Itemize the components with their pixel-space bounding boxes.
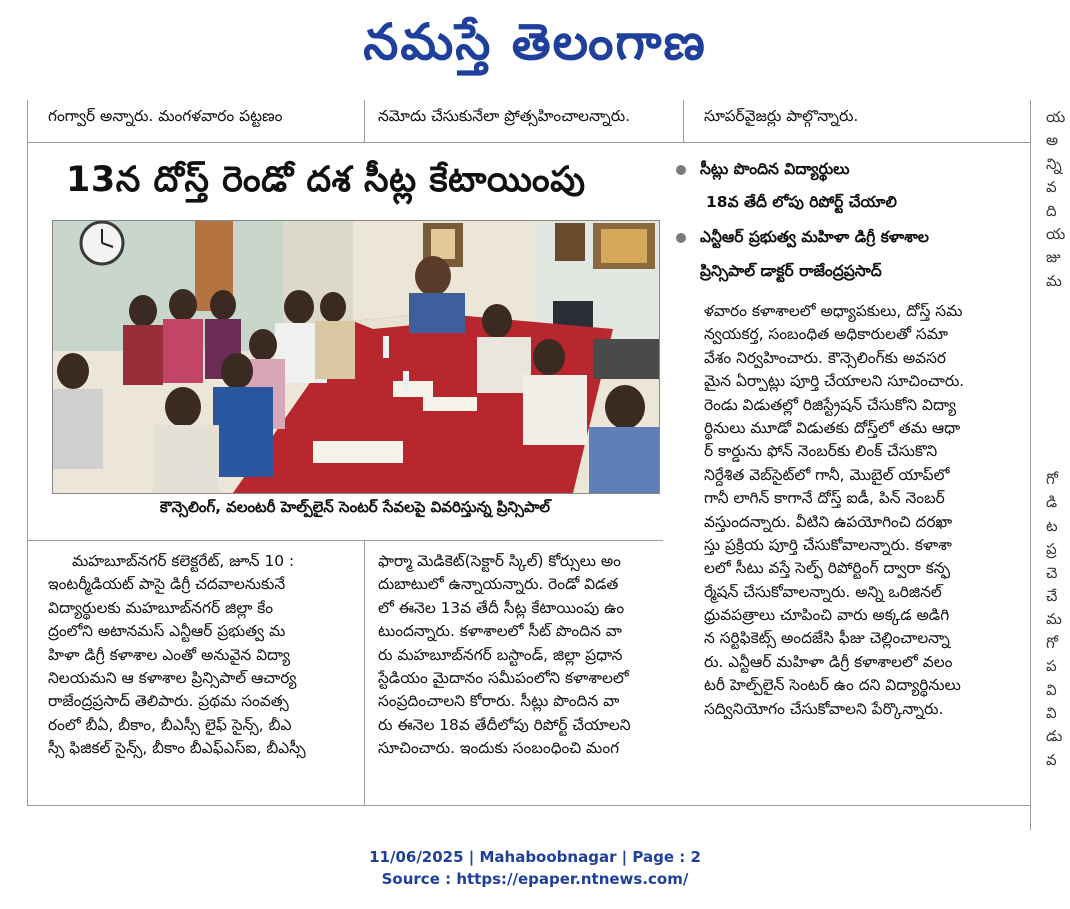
text-line: మహబూబ్‌నగర్ కలెక్టరేట్, జూన్ 10 : [72,552,295,570]
text-line: రు. ఎన్టీఆర్ మహిళా డిగ్రీ కళాశాలలో వలం [704,652,953,671]
text-line: ర్థినులు మూడో విడుతకు దోస్త్‌లో తమ ఆధా [704,418,961,437]
text-fragment: వ [1046,178,1057,197]
prev-article-col2: నమోదు చేసుకునేలా ప్రోత్సహించాలన్నారు. [378,107,631,125]
text-line: టరీ హెల్ప్‌లైన్ సెంటర్ ఉం దని విద్యార్థినులు [704,676,961,695]
text-fragment: ప [1046,657,1057,676]
text-fragment: న్ని [1046,154,1062,173]
text-line: వస్తుందన్నారు. వీటిని ఉపయోగించి దరఖా [704,512,953,531]
deck-line: సీట్లు పొందిన విద్యార్థులు [700,160,850,178]
source-link[interactable]: Source : https://epaper.ntnews.com/ [381,870,689,888]
masthead [0,0,1070,92]
text-line: లో ఈనెల 13వ తేదీ సీట్ల కేటాయింపు ఉం [378,598,625,617]
text-line: నిర్దేశిత వెబ్‌సైట్‌లో గానీ, మొబైల్ యాప్‌లో [704,465,950,484]
article-column-3 [704,300,964,721]
article-column-2 [378,550,631,761]
bullet-icon [676,165,686,175]
text-fragment: ది [1046,201,1057,220]
text-fragment: చె [1046,563,1058,582]
article-headline: 13న దోస్త్ రెండో దశ సీట్ల కేటాయింపు [66,160,586,200]
text-line: విద్యార్థులకు మహబూబ్‌నగర్ జిల్లా కేం [48,598,274,617]
text-line: సంప్రదించాలని కోరారు. సీట్లు పొందిన వా [378,692,620,711]
text-line: రెండు విడుతల్లో రిజిస్ట్రేషన్ చేసుకోని విద్యా [704,395,956,414]
text-line: నిలయమని ఆ కళాశాల ప్రిన్సిపాల్ ఆచార్య [48,668,297,687]
text-fragment: వి [1046,680,1057,699]
edition-info: 11/06/2025 | Mahaboobnagar | Page : 2 [369,848,701,866]
adjacent-article-lower [1046,468,1070,772]
text-fragment: య [1046,224,1066,243]
text-line: సూచించారు. ఇందుకు సంబంధించి మంగ [378,739,620,758]
text-line: దుబాటులో ఉన్నాయన్నారు. రెండో విడత [378,575,619,594]
text-fragment: అ [1046,131,1059,150]
text-line: ఫార్మా మెడికెట్(సెక్టార్ స్కిల్) కోర్సులు అం [378,552,621,570]
text-line: సద్వినియోగం చేసుకోవాలని పేర్కొన్నారు. [704,699,944,718]
prev-article-col3: సూపర్‌వైజర్లు పాల్గొన్నారు. [704,107,859,125]
section-divider [27,805,1030,806]
article-photo [52,220,660,494]
text-fragment: ప్ర [1046,540,1057,559]
column-divider [683,100,684,142]
prev-article-col1: గంగ్వార్ అన్నారు. మంగళవారం పట్టణం [48,107,283,125]
text-line: న సర్టిఫికెట్స్ అందజేసి ఫీజు చెల్లించాలన్నా [704,629,950,648]
column-divider [1030,100,1031,830]
text-fragment: య [1046,108,1066,126]
text-line: వేశం నిర్వహించారు. కౌన్సెలింగ్‌కు అవసర [704,348,947,367]
masthead-title: నమస్తే తెలంగాణ [363,13,707,71]
text-line: ర్ కార్డును ఫోన్ నెంబర్‌కు లింక్ చేసుకొని [704,442,938,461]
text-fragment: మ [1046,271,1062,290]
text-line: టుందన్నారు. కళాశాలలో సీట్ పొందిన వా [378,622,622,641]
text-line: మైన ఏర్పాట్లు పూర్తి చేయాలని సూచించారు. [704,372,965,391]
text-line: ళవారం కళాశాలలో అధ్యాపకులు, దోస్త్ సమ [704,302,963,320]
article-column-1 [48,550,306,761]
text-line: స్సీ ఫిజికల్ సైన్స్, బీకాం బీఎఫ్ఎస్ఐ, బీఎస్సీ [48,739,306,758]
text-fragment: చే [1046,586,1058,605]
text-line: స్టేడియం మైదానం సమీపంలోని కళాశాలలో [378,668,629,687]
deck-line: 18వ తేదీ లోపు రిపోర్ట్ చేయాలి [706,193,897,211]
text-fragment: డు [1046,727,1063,746]
text-fragment: వ [1046,750,1057,769]
text-fragment: జు [1046,248,1061,267]
text-fragment: డి [1046,493,1058,512]
text-line: ర్మేషన్ చేసుకోవాలన్నారు. అన్ని ఒరిజినల్ [704,582,942,601]
text-line: న్వయకర్త, సంబంధిత అధికారులతో సమా [704,325,948,344]
text-fragment: మ [1046,610,1062,629]
text-line: రు మహబూబ్‌నగర్ బస్టాండ్, జిల్లా ప్రధాన [378,645,623,664]
photo-caption: కౌన్సెలింగ్, వలంటరీ హెల్ప్‌లైన్ సెంటర్ సేవలపై వివరిస్తున్న ప్రిన్సిపాల్ [159,498,551,516]
text-line: రు ఈనెల 18వ తేదీలోపు రిపోర్ట్ చేయాలని [378,715,631,734]
deck-line: ప్రిన్సిపాల్ డాక్టర్ రాజేంద్రప్రసాద్ [700,262,882,280]
text-fragment: వి [1046,703,1057,722]
deck-line: ఎన్టీఆర్ ప్రభుత్వ మహిళా డిగ్రీ కళాశాల [700,228,929,246]
text-line: గానీ లాగిన్ కాగానే దోస్త్ ఐడీ, పిన్ నెంబర్ [704,489,945,508]
text-fragment: ట [1046,516,1058,535]
column-divider [27,100,28,805]
text-line: రంలో బీఏ, బీకాం, బీఎస్సీ లైఫ్ సైన్స్, బీఎ [48,715,292,734]
text-line: ఇంటర్మీడియట్ పాసై డిగ్రీ చదవాలనుకునే [48,575,286,594]
text-line: లలో సీటు వస్తే సెల్ఫ్ రిపోర్టింగ్ ద్వారా కన్ఫ [704,559,951,578]
section-divider [27,142,1030,143]
text-fragment: గో [1046,633,1058,652]
text-line: ధ్రువపత్రాలు చూపించి వారు అక్కడ అడిగి [704,606,950,625]
text-line: ద్రంలోని అటానమస్ ఎన్టీఆర్ ప్రభుత్వ మ [48,622,286,641]
text-fragment: గో [1046,470,1058,488]
text-line: స్తు ప్రక్రియ పూర్తి చేసుకోవాలన్నారు. కళాశా [704,535,952,554]
section-divider [27,540,663,541]
bullet-icon [676,233,686,243]
text-line: రాజేంద్రప్రసాద్ తెలిపారు. ప్రథమ సంవత్స [48,692,289,711]
column-divider [364,540,365,805]
text-line: హిళా డిగ్రీ కళాశాల ఎంతో అనువైన విద్యా [48,645,291,664]
adjacent-article-upper [1046,106,1070,293]
column-divider [364,100,365,142]
